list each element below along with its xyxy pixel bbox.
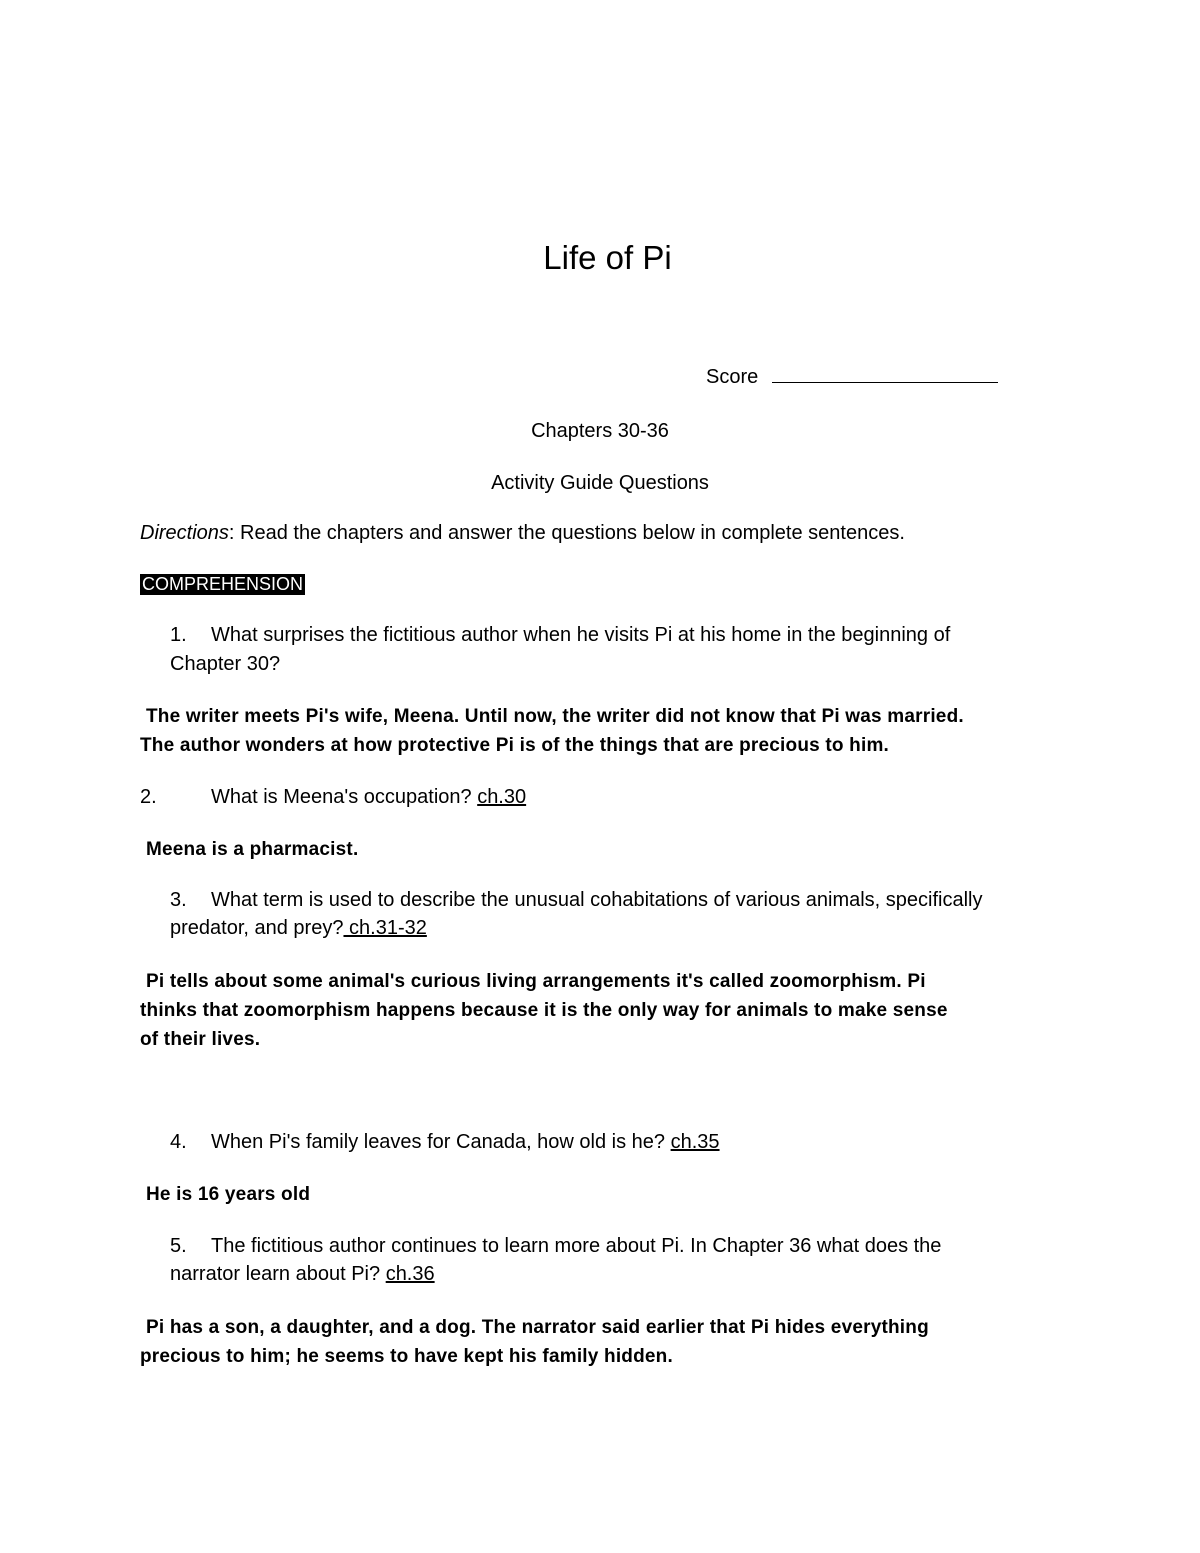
question-4-number: 4.: [170, 1131, 187, 1153]
answer-2-line-1: Meena is a pharmacist.: [146, 839, 359, 860]
question-3-number: 3.: [170, 889, 187, 911]
answer-5-line-1: Pi has a son, a daughter, and a dog. The narrator said earlier that Pi hides everything: [146, 1317, 929, 1338]
answer-1-line-1: The writer meets Pi's wife, Meena. Until now, the writer did not know that Pi was married.: [146, 706, 964, 727]
chapter-ref-4: ch.35: [670, 1131, 720, 1153]
question-2-text: What is Meena's occupation? ch.30: [211, 786, 527, 808]
score-label: Score: [706, 366, 759, 388]
question-5-text: The fictitious author continues to learn more about Pi. In Chapter 36 what does the: [211, 1235, 942, 1257]
chapter-ref-3: ch.31-32: [343, 917, 427, 939]
answer-3-line-1: Pi tells about some animal's curious living arrangements it's called zoomorphism. Pi: [146, 971, 926, 992]
chapter-ref-5: ch.36: [385, 1263, 435, 1285]
question-1-number: 1.: [170, 624, 187, 646]
section-label: COMPREHENSION: [142, 574, 304, 594]
score-field: [706, 362, 998, 390]
answer-4-line-1: He is 16 years old: [146, 1184, 311, 1205]
document-title: Life of Pi: [543, 239, 672, 276]
directions-text: : Read the chapters and answer the questions below in complete sentences.: [228, 522, 905, 544]
activity-heading: Activity Guide Questions: [491, 472, 709, 494]
question-1-text-cont: Chapter 30?: [170, 653, 281, 675]
chapter-ref-2: ch.30: [477, 786, 527, 808]
score-blank-line: [772, 362, 998, 383]
question-3-text: What term is used to describe the unusual cohabitations of various animals, specifically: [211, 889, 983, 911]
question-1-text: What surprises the fictitious author when he visits Pi at his home in the beginning of: [211, 624, 951, 646]
chapters-heading: Chapters 30-36: [531, 420, 669, 442]
directions-label: Directions: [140, 522, 229, 544]
question-5-number: 5.: [170, 1235, 187, 1257]
answer-3-line-2: thinks that zoomorphism happens because it is the only way for animals to make sense: [140, 1000, 948, 1021]
question-5-text-cont: narrator learn about Pi? ch.36: [170, 1263, 435, 1285]
question-3-text-cont: predator, and prey? ch.31-32: [170, 917, 427, 939]
question-4-text: When Pi's family leaves for Canada, how old is he? ch.35: [211, 1131, 720, 1153]
question-2-number: 2.: [140, 786, 157, 808]
answer-5-line-2: precious to him; he seems to have kept his family hidden.: [140, 1346, 673, 1367]
directions: [140, 519, 905, 548]
answer-3-line-3: of their lives.: [140, 1029, 261, 1050]
answer-1-line-2: The author wonders at how protective Pi is of the things that are precious to him.: [140, 735, 890, 756]
